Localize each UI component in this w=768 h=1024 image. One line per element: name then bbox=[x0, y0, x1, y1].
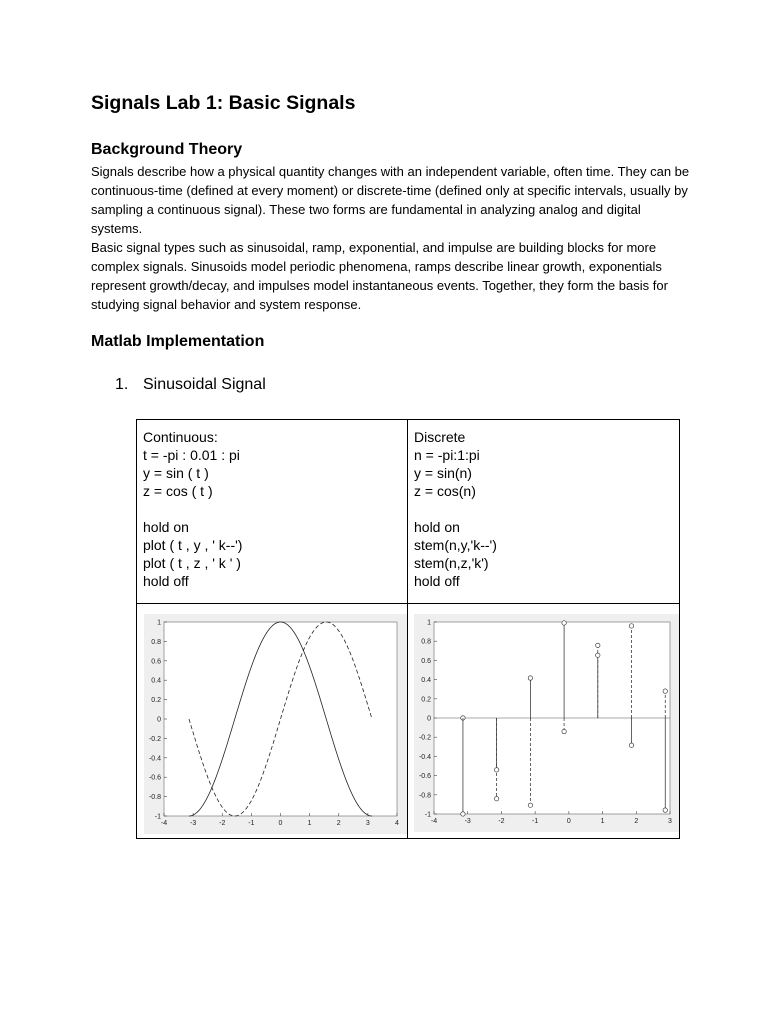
code-line: z = cos(n) bbox=[414, 483, 476, 499]
y-tick-label: -1 bbox=[424, 811, 431, 819]
code-line: stem(n,z,'k') bbox=[414, 555, 489, 571]
background-heading: Background Theory bbox=[91, 141, 243, 158]
y-tick-label: -0.2 bbox=[148, 735, 161, 743]
continuous-code-cell bbox=[137, 420, 408, 604]
y-tick-label: -0.6 bbox=[418, 773, 431, 781]
stem-marker bbox=[663, 689, 667, 693]
y-tick-label: 0.2 bbox=[151, 697, 161, 705]
stem-marker bbox=[494, 797, 498, 801]
x-tick-label: 3 bbox=[668, 818, 672, 825]
y-tick-label: 0.8 bbox=[421, 638, 431, 646]
code-table bbox=[136, 419, 680, 839]
code-line: Discrete bbox=[414, 429, 466, 445]
stem-marker bbox=[596, 643, 600, 647]
x-tick-label: 4 bbox=[395, 820, 399, 827]
background-paragraph-2: Basic signal types such as sinusoidal, ramp, exponential, and impulse are building blocks for more complex signals. Sinusoids model periodic phenomena, ramps describe linear growth, exponentials represent growth/decay, and impulses model instantaneous events. Together, they form the basis for studying signal behavior and system response. bbox=[91, 240, 668, 312]
y-tick-label: 0.4 bbox=[421, 677, 431, 685]
x-tick-label: 0 bbox=[278, 820, 283, 827]
x-tick-label: -2 bbox=[498, 818, 505, 825]
code-line: n = -pi:1:pi bbox=[414, 447, 480, 463]
list-item-sinusoidal bbox=[115, 376, 266, 394]
y-tick-label: 0.6 bbox=[151, 658, 161, 666]
stem-marker bbox=[562, 729, 566, 733]
list-item-number: 1. bbox=[115, 376, 129, 393]
stem-marker bbox=[596, 653, 600, 657]
code-line: y = sin(n) bbox=[414, 465, 472, 481]
x-tick-label: 1 bbox=[307, 820, 312, 827]
document-title: Signals Lab 1: Basic Signals bbox=[91, 92, 356, 114]
y-tick-label: 0 bbox=[427, 715, 431, 723]
y-tick-label: -0.2 bbox=[418, 734, 431, 742]
x-tick-label: 2 bbox=[336, 820, 341, 827]
stem-marker bbox=[528, 676, 532, 680]
stem-marker bbox=[494, 768, 498, 772]
y-tick-label: 1 bbox=[427, 619, 431, 627]
x-tick-label: -4 bbox=[430, 818, 438, 825]
x-tick-label: 2 bbox=[634, 818, 639, 825]
x-tick-label: 0 bbox=[566, 818, 571, 825]
code-line: plot ( t , z , ' k ' ) bbox=[143, 555, 241, 571]
stem-marker bbox=[629, 743, 633, 747]
background-paragraph-1: Signals describe how a physical quantity changes with an independent variable, often time. They can be continuous-time (defined at every moment) or discrete-time (defined only at specific intervals, usually by sampling a continuous signal). These two forms are fundamental in analyzing analog and digital systems. bbox=[91, 164, 690, 236]
discrete-sin-cos-stem-plot bbox=[408, 604, 679, 838]
y-tick-label: -0.8 bbox=[148, 794, 161, 802]
x-tick-label: 1 bbox=[600, 818, 605, 825]
continuous-sin-cos-plot bbox=[137, 604, 407, 838]
code-line: hold on bbox=[143, 519, 189, 535]
code-line: plot ( t , y , ' k--') bbox=[143, 537, 243, 553]
continuous-plot-cell bbox=[137, 604, 408, 839]
y-tick-label: 0 bbox=[157, 716, 161, 724]
code-line: Continuous: bbox=[143, 429, 218, 445]
code-line: stem(n,y,'k--') bbox=[414, 537, 497, 553]
stem-marker bbox=[629, 624, 633, 628]
x-tick-label: -1 bbox=[248, 820, 255, 827]
code-line bbox=[414, 500, 679, 518]
list-item-label: Sinusoidal Signal bbox=[143, 376, 266, 393]
stem-marker bbox=[461, 812, 465, 816]
y-tick-label: 1 bbox=[157, 619, 161, 627]
discrete-code-cell bbox=[408, 420, 680, 604]
x-tick-label: -4 bbox=[160, 820, 168, 827]
stem-marker bbox=[528, 803, 532, 807]
stem-marker bbox=[663, 808, 667, 812]
stem-marker bbox=[562, 621, 566, 625]
x-tick-label: 3 bbox=[365, 820, 370, 827]
x-tick-label: -2 bbox=[219, 820, 226, 827]
discrete-plot-cell bbox=[408, 604, 680, 839]
y-tick-label: 0.6 bbox=[421, 657, 431, 665]
background-body bbox=[91, 162, 691, 314]
y-tick-label: 0.4 bbox=[151, 677, 161, 685]
x-tick-label: -3 bbox=[190, 820, 197, 827]
code-line: hold off bbox=[143, 573, 189, 589]
x-tick-label: -3 bbox=[464, 818, 471, 825]
y-tick-label: -0.8 bbox=[418, 792, 431, 800]
y-tick-label: -1 bbox=[154, 813, 161, 821]
y-tick-label: -0.4 bbox=[418, 753, 431, 761]
y-tick-label: 0.2 bbox=[421, 696, 431, 704]
code-line: hold off bbox=[414, 573, 460, 589]
code-line: y = sin ( t ) bbox=[143, 465, 209, 481]
axes-box bbox=[164, 622, 397, 816]
y-tick-label: 0.8 bbox=[151, 638, 161, 646]
y-tick-label: -0.6 bbox=[148, 774, 161, 782]
code-line: z = cos ( t ) bbox=[143, 483, 213, 499]
code-line: t = -pi : 0.01 : pi bbox=[143, 447, 240, 463]
matlab-heading: Matlab Implementation bbox=[91, 333, 265, 350]
code-line bbox=[143, 500, 407, 518]
y-tick-label: -0.4 bbox=[148, 755, 161, 763]
x-tick-label: -1 bbox=[532, 818, 539, 825]
code-line: hold on bbox=[414, 519, 460, 535]
